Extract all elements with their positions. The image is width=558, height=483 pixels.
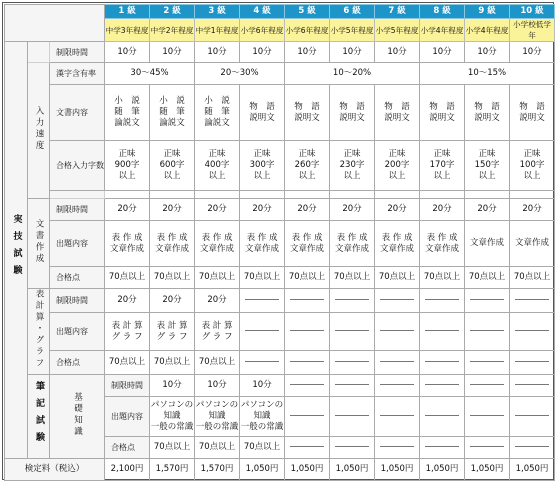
doc-pass-row: [5, 267, 555, 289]
written-pass-2: 70点以上: [195, 437, 240, 459]
written-pass-6-dash: [375, 437, 420, 459]
doc-pass-2: 70点以上: [150, 267, 195, 289]
label-time-limit: 制限時間: [50, 289, 105, 313]
written-pass-5-dash: [330, 437, 375, 459]
doc-pass-8: 70点以上: [420, 267, 465, 289]
tg-question-row: [5, 313, 555, 351]
tg-pass-6-dash: [330, 351, 375, 375]
fee-5: 1,050円: [285, 459, 330, 481]
written-question-5-dash: [330, 397, 375, 437]
doc-content-3: 小 説 随 筆 論説文: [195, 85, 240, 141]
pass-chars-4: 正味 300字 以上: [240, 141, 285, 191]
fee-8: 1,050円: [420, 459, 465, 481]
fee-10: 1,050円: [510, 459, 555, 481]
table-graph-label: 表計算・グラフ: [28, 289, 50, 375]
doc-pass-10: 70点以上: [510, 267, 555, 289]
label-fee: 検定料（税込）: [5, 459, 105, 481]
grade-row: [5, 5, 555, 19]
written-question-6-dash: [375, 397, 420, 437]
label-pass-chars: 合格入力字数: [50, 141, 105, 191]
fee-7: 1,050円: [375, 459, 420, 481]
input-time-8: 10分: [420, 42, 465, 63]
tg-pass-10-dash: [510, 351, 555, 375]
blank-cell: [50, 191, 105, 199]
tg-question-4-dash: [240, 313, 285, 351]
grade-6: 6 級: [330, 5, 375, 19]
tg-question-5-dash: [285, 313, 330, 351]
doc-question-row: [5, 221, 555, 267]
written-time-9-dash: [510, 375, 555, 397]
written-time-row: [5, 375, 555, 397]
pass-chars-3: 正味 400字 以上: [195, 141, 240, 191]
doc-time-6: 20分: [330, 199, 375, 221]
input-time-row: [5, 42, 555, 63]
input-time-6: 10分: [330, 42, 375, 63]
tg-question-3: 表 計 算 グ ラ フ: [195, 313, 240, 351]
pass-chars-10: 正味 100字 以上: [510, 141, 555, 191]
written-question-2: パソコンの 知識 一般の常識: [195, 397, 240, 437]
input-time-9: 10分: [465, 42, 510, 63]
tg-time-1: 20分: [105, 289, 150, 313]
tg-time-9-dash: [465, 289, 510, 313]
pass-chars-2: 正味 600字 以上: [150, 141, 195, 191]
tg-pass-9-dash: [465, 351, 510, 375]
label-doc-content: 文書内容: [50, 85, 105, 141]
input-time-7: 10分: [375, 42, 420, 63]
tg-pass-1: 70点以上: [105, 351, 150, 375]
doc-pass-1: 70点以上: [105, 267, 150, 289]
doc-time-4: 20分: [240, 199, 285, 221]
grade-5: 5 級: [285, 5, 330, 19]
tg-time-7-dash: [375, 289, 420, 313]
kanji-ratio-g3-g4: 20～30%: [195, 63, 285, 85]
blank-cell: [465, 191, 510, 199]
tg-question-6-dash: [330, 313, 375, 351]
blank-cell: [150, 191, 195, 199]
doc-content-row: [5, 85, 555, 141]
pass-chars-7: 正味 200字 以上: [375, 141, 420, 191]
pass-chars-5: 正味 260字 以上: [285, 141, 330, 191]
doc-question-10: 文章作成: [510, 221, 555, 267]
pass-chars-1: 正味 900字 以上: [105, 141, 150, 191]
doc-time-9: 20分: [465, 199, 510, 221]
grade-3: 3 級: [195, 5, 240, 19]
level-4: 小学6年程度: [240, 19, 285, 42]
label-kanji-ratio: 漢字含有率: [50, 63, 105, 85]
tg-time-4-dash: [240, 289, 285, 313]
input-time-3: 10分: [195, 42, 240, 63]
level-10: 小学校低学年: [510, 19, 555, 42]
tg-question-2: 表 計 算 グ ラ フ: [150, 313, 195, 351]
doc-time-row: [5, 199, 555, 221]
fee-3: 1,570円: [195, 459, 240, 481]
written-time-6-dash: [375, 375, 420, 397]
fee-9: 1,050円: [465, 459, 510, 481]
grade-10: 10 級: [510, 5, 555, 19]
blank-cell: [330, 191, 375, 199]
doc-time-3: 20分: [195, 199, 240, 221]
written-question-7-dash: [420, 397, 465, 437]
doc-content-6: 物 語 説明文: [330, 85, 375, 141]
written-question-1: パソコンの 知識 一般の常識: [150, 397, 195, 437]
doc-question-4: 表 作 成 文章作成: [240, 221, 285, 267]
doc-time-8: 20分: [420, 199, 465, 221]
label-pass-score: 合格点: [105, 437, 150, 459]
written-time-7-dash: [420, 375, 465, 397]
practical-section-label: 実技試験: [5, 42, 28, 459]
written-pass-7-dash: [420, 437, 465, 459]
written-pass-4-dash: [285, 437, 330, 459]
doc-pass-7: 70点以上: [375, 267, 420, 289]
label-time-limit: 制限時間: [50, 42, 105, 63]
kanji-ratio-row: [5, 63, 555, 85]
doc-question-2: 表 作 成 文章作成: [150, 221, 195, 267]
input-time-2: 10分: [150, 42, 195, 63]
kanji-ratio-g5-g7: 10～20%: [285, 63, 420, 85]
written-question-3: パソコンの 知識 一般の常識: [240, 397, 285, 437]
written-time-4-dash: [285, 375, 330, 397]
doc-question-1: 表 作 成 文章作成: [105, 221, 150, 267]
tg-time-10-dash: [510, 289, 555, 313]
tg-question-9-dash: [465, 313, 510, 351]
label-question-content: 出題内容: [50, 313, 105, 351]
doc-pass-4: 70点以上: [240, 267, 285, 289]
grade-2: 2 級: [150, 5, 195, 19]
doc-creation-label: 文書作成: [28, 199, 50, 289]
doc-content-10: 物 語 説明文: [510, 85, 555, 141]
tg-pass-3: 70点以上: [195, 351, 240, 375]
doc-content-9: 物 語 説明文: [465, 85, 510, 141]
input-speed-label: 入力速度: [28, 63, 50, 199]
blank-cell: [105, 191, 150, 199]
blank-cell: [195, 191, 240, 199]
level-6: 小学5年程度: [330, 19, 375, 42]
doc-question-8: 表 作 成 文章作成: [420, 221, 465, 267]
doc-time-10: 20分: [510, 199, 555, 221]
grade-7: 7 級: [375, 5, 420, 19]
tg-time-3: 20分: [195, 289, 240, 313]
written-time-3: 10分: [240, 375, 285, 397]
doc-content-4: 物 語 説明文: [240, 85, 285, 141]
grade-4: 4 級: [240, 5, 285, 19]
doc-pass-9: 70点以上: [465, 267, 510, 289]
doc-pass-3: 70点以上: [195, 267, 240, 289]
input-time-1: 10分: [105, 42, 150, 63]
tg-time-8-dash: [420, 289, 465, 313]
blank-cell: [28, 42, 50, 63]
level-5: 小学6年程度: [285, 19, 330, 42]
tg-question-10-dash: [510, 313, 555, 351]
label-time-limit: 制限時間: [105, 375, 150, 397]
tg-pass-row: [5, 351, 555, 375]
pass-chars-8: 正味 170字 以上: [420, 141, 465, 191]
written-question-4-dash: [285, 397, 330, 437]
tg-pass-7-dash: [375, 351, 420, 375]
written-pass-1: 70点以上: [150, 437, 195, 459]
written-question-9-dash: [510, 397, 555, 437]
written-time-2: 10分: [195, 375, 240, 397]
written-time-8-dash: [465, 375, 510, 397]
blank-cell: [375, 191, 420, 199]
grade-9: 9 級: [465, 5, 510, 19]
doc-pass-5: 70点以上: [285, 267, 330, 289]
doc-content-7: 物 語 説明文: [375, 85, 420, 141]
tg-pass-8-dash: [420, 351, 465, 375]
fee-4: 1,050円: [240, 459, 285, 481]
kanji-ratio-g8-g10: 10～15%: [420, 63, 555, 85]
level-7: 小学5年程度: [375, 19, 420, 42]
level-3: 中学1年程度: [195, 19, 240, 42]
written-pass-8-dash: [465, 437, 510, 459]
tg-time-row: [5, 289, 555, 313]
tg-question-1: 表 計 算 グ ラ フ: [105, 313, 150, 351]
doc-time-1: 20分: [105, 199, 150, 221]
input-time-4: 10分: [240, 42, 285, 63]
level-9: 小学4年程度: [465, 19, 510, 42]
input-speed-spacer-row: [5, 191, 555, 199]
tg-time-6-dash: [330, 289, 375, 313]
basic-knowledge-label: 基礎知識: [50, 375, 105, 459]
tg-pass-5-dash: [285, 351, 330, 375]
label-pass-score: 合格点: [50, 351, 105, 375]
doc-time-5: 20分: [285, 199, 330, 221]
label-question-content: 出題内容: [50, 221, 105, 267]
blank-cell: [240, 191, 285, 199]
tg-pass-2: 70点以上: [150, 351, 195, 375]
blank-cell: [420, 191, 465, 199]
doc-time-2: 20分: [150, 199, 195, 221]
doc-content-8: 物 語 説明文: [420, 85, 465, 141]
tg-pass-4-dash: [240, 351, 285, 375]
level-8: 小学4年程度: [420, 19, 465, 42]
doc-content-2: 小 説 随 筆 論説文: [150, 85, 195, 141]
doc-question-3: 表 作 成 文章作成: [195, 221, 240, 267]
tg-time-2: 20分: [150, 289, 195, 313]
pass-chars-6: 正味 230字 以上: [330, 141, 375, 191]
written-question-8-dash: [465, 397, 510, 437]
fee-2: 1,570円: [150, 459, 195, 481]
grade-8: 8 級: [420, 5, 465, 19]
doc-question-7: 表 作 成 文章作成: [375, 221, 420, 267]
label-time-limit: 制限時間: [50, 199, 105, 221]
tg-question-8-dash: [420, 313, 465, 351]
blank-cell: [285, 191, 330, 199]
kanji-ratio-g1-g2: 30～45%: [105, 63, 195, 85]
written-time-1: 10分: [150, 375, 195, 397]
input-time-5: 10分: [285, 42, 330, 63]
input-time-10: 10分: [510, 42, 555, 63]
doc-question-6: 表 作 成 文章作成: [330, 221, 375, 267]
fee-1: 2,100円: [105, 459, 150, 481]
level-1: 中学3年程度: [105, 19, 150, 42]
written-time-5-dash: [330, 375, 375, 397]
exam-spec-table: [4, 4, 555, 481]
grade-1: 1 級: [105, 5, 150, 19]
doc-pass-6: 70点以上: [330, 267, 375, 289]
written-pass-3: 70点以上: [240, 437, 285, 459]
fee-6: 1,050円: [330, 459, 375, 481]
label-pass-score: 合格点: [50, 267, 105, 289]
corner-cell: [5, 5, 105, 42]
blank-cell: [510, 191, 555, 199]
exam-spec-sheet: [2, 2, 554, 480]
pass-chars-9: 正味 150字 以上: [465, 141, 510, 191]
doc-content-5: 物 語 説明文: [285, 85, 330, 141]
tg-time-5-dash: [285, 289, 330, 313]
doc-question-5: 表 作 成 文章作成: [285, 221, 330, 267]
doc-content-1: 小 説 随 筆 論説文: [105, 85, 150, 141]
doc-question-9: 文章作成: [465, 221, 510, 267]
pass-chars-row: [5, 141, 555, 191]
written-pass-9-dash: [510, 437, 555, 459]
level-2: 中学2年程度: [150, 19, 195, 42]
written-section-label: 筆記試験: [28, 375, 50, 459]
tg-question-7-dash: [375, 313, 420, 351]
doc-time-7: 20分: [375, 199, 420, 221]
fee-row: [5, 459, 555, 481]
label-question-content: 出題内容: [105, 397, 150, 437]
